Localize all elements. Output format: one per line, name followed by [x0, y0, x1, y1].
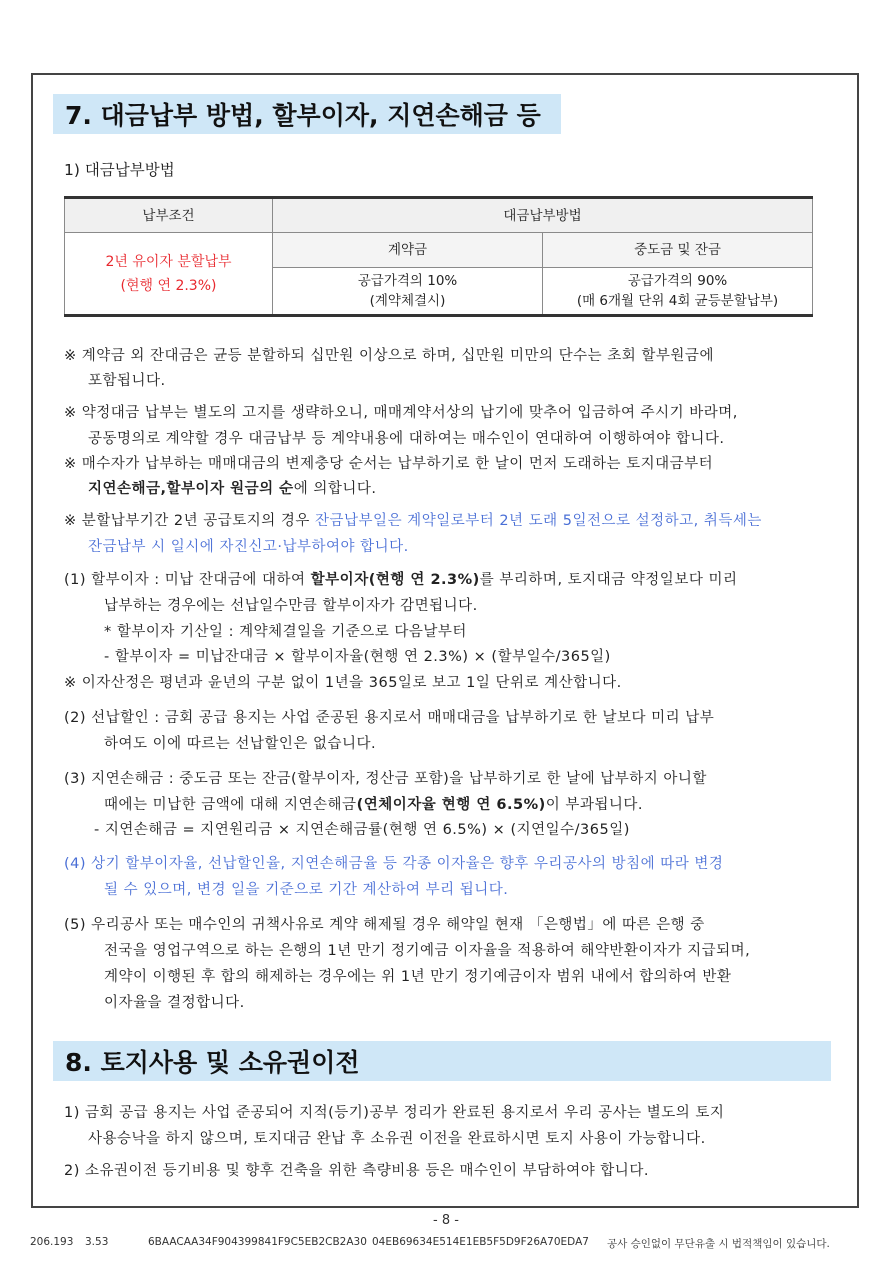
condition-cell: [65, 233, 273, 316]
note-4-line-1: [64, 509, 762, 530]
condition-line-1: 2년 유이자 분할납부: [105, 253, 232, 270]
para-5-line-3: 계약이 이행된 후 합의 해제하는 경우에는 위 1년 만기 정기예금이자 범위 내에서 합의하여 반환: [104, 969, 732, 985]
deposit-line-2: (계약체결시): [369, 293, 446, 309]
section-8-title: 8. 토지사용 및 소유권이전: [65, 1048, 360, 1077]
note-2-line-2: 공동명의로 계약할 경우 대금납부 등 계약내용에 대하여는 매수인이 연대하여 이행하여야 합니다.: [88, 431, 725, 447]
balance-cell: [543, 268, 813, 316]
para-3-line-2: [104, 793, 643, 814]
balance-line-2: (매 6개월 단위 4회 균등분할납부): [576, 293, 779, 309]
footer-hash-2: 04EB69634E514E1EB5F5D9F26A70EDA7: [372, 1236, 589, 1248]
balance-line-1: 공급가격의 90%: [627, 273, 728, 289]
subsection-payment-method: 1) 대금납부방법: [64, 161, 175, 179]
note-2-line-1: ※ 약정대금 납부는 별도의 고지를 생략하오니, 매매계약서상의 납기에 맞추어 입금하여 주시기 바라며,: [64, 405, 738, 421]
deposit-cell: [273, 268, 543, 316]
header-condition: 납부조건: [65, 198, 273, 233]
footer-notice: 공사 승인없이 무단유출 시 법적책임이 있습니다.: [607, 1238, 830, 1250]
section-7-title: 7. 대금납부 방법, 할부이자, 지연손해금 등: [65, 101, 541, 130]
note-1-line-1: ※ 계약금 외 잔대금은 균등 분할하되 십만원 이상으로 하며, 십만원 미만의 단수는 초회 할부원금에: [64, 348, 714, 364]
para-1-line-4: - 할부이자 = 미납잔대금 × 할부이자율(현행 연 2.3%) × (할부일수/365일): [104, 649, 611, 665]
table-subheader-row: [65, 233, 813, 268]
para-4-line-2: 될 수 있으며, 변경 일을 기준으로 기간 계산하여 부리 됩니다.: [104, 882, 509, 898]
deposit-line-1: 공급가격의 10%: [357, 273, 458, 289]
para-5-line-1: (5) 우리공사 또는 매수인의 귀책사유로 계약 해제될 경우 해약일 현재 「은행법」에 따른 은행 중: [64, 917, 705, 933]
para-3-bold: (연체이자율 현행 연 6.5%): [356, 797, 546, 813]
section-7-heading: [53, 94, 561, 134]
para-2-line-1: (2) 선납할인 : 금회 공급 용지는 사업 준공된 용지로서 매매대금을 납부하기로 한 날보다 미리 납부: [64, 710, 715, 726]
header-method: 대금납부방법: [273, 198, 813, 233]
footer-ip: 206.193: [30, 1236, 74, 1248]
note-3-line-2: [88, 477, 376, 498]
para-1-line-1: [64, 568, 737, 589]
note-1-line-2: 포함됩니다.: [88, 373, 166, 389]
note-5: ※ 이자산정은 평년과 윤년의 구분 없이 1년을 365일로 보고 1일 단위로 계산합니다.: [64, 675, 622, 691]
footer-time: 3.53: [85, 1236, 109, 1248]
para-2-line-2: 하여도 이에 따르는 선납할인은 없습니다.: [104, 736, 377, 752]
section-8-item-2: 2) 소유권이전 등기비용 및 향후 건축을 위한 측량비용 등은 매수인이 부담하여야 합니다.: [64, 1163, 649, 1179]
para-3-lead: 때에는 미납한 금액에 대해 지연손해금: [104, 797, 357, 813]
note-4-lead: ※ 분할납부기간 2년 공급토지의 경우: [64, 513, 316, 529]
note-3-line-1: ※ 매수자가 납부하는 매매대금의 변제충당 순서는 납부하기로 한 날이 먼저 도래하는 토지대금부터: [64, 456, 714, 472]
section-8-item-1-line-1: 1) 금회 공급 용지는 사업 준공되어 지적(등기)공부 정리가 완료된 용지로서 우리 공사는 별도의 토지: [64, 1105, 725, 1121]
condition-line-2: (현행 연 2.3%): [120, 277, 217, 294]
para-5-line-2: 전국을 영업구역으로 하는 은행의 1년 만기 정기예금 이자율을 적용하여 해약반환이자가 지급되며,: [104, 943, 751, 959]
para-3-line-1: (3) 지연손해금 : 중도금 또는 잔금(할부이자, 정산금 포함)을 납부하기로 한 날에 납부하지 아니할: [64, 771, 707, 787]
para-4-line-1: (4) 상기 할부이자율, 선납할인율, 지연손해금율 등 각종 이자율은 향후 우리공사의 방침에 따라 변경: [64, 856, 724, 872]
note-4-highlight: 잔금납부일은 계약일로부터 2년 도래 5일전으로 설정하고, 취득세는: [315, 513, 762, 529]
para-3-rest: 이 부과됩니다.: [545, 797, 643, 813]
note-3-rest: 에 의합니다.: [293, 481, 377, 497]
para-1-rest: 를 부리하며, 토지대금 약정일보다 미리: [479, 572, 738, 588]
para-1-line-3: * 할부이자 기산일 : 계약체결일을 기준으로 다음날부터: [104, 624, 467, 640]
header-deposit: 계약금: [273, 233, 543, 268]
header-balance: 중도금 및 잔금: [543, 233, 813, 268]
section-8-item-1-line-2: 사용승낙을 하지 않으며, 토지대금 완납 후 소유권 이전을 완료하시면 토지 사용이 가능합니다.: [88, 1131, 706, 1147]
para-1-line-2: 납부하는 경우에는 선납일수만큼 할부이자가 감면됩니다.: [104, 598, 478, 614]
footer-hash-1: 6BAACAA34F904399841F9C5EB2CB2A30: [148, 1236, 367, 1248]
section-8-heading: [53, 1041, 831, 1081]
note-3-bold: 지연손해금,할부이자 원금의 순: [88, 481, 294, 497]
page-number: - 8 -: [433, 1213, 459, 1228]
para-1-lead: (1) 할부이자 : 미납 잔대금에 대하여: [64, 572, 311, 588]
note-4-line-2: 잔금납부 시 일시에 자진신고·납부하여야 합니다.: [88, 539, 409, 555]
para-3-line-3: - 지연손해금 = 지연원리금 × 지연손해금률(현행 연 6.5%) × (지연일수/365일): [94, 822, 630, 838]
payment-method-table: [64, 196, 813, 317]
para-1-bold: 할부이자(현행 연 2.3%): [310, 572, 480, 588]
para-5-line-4: 이자율을 결정합니다.: [104, 995, 245, 1011]
table-header-row: [65, 198, 813, 233]
